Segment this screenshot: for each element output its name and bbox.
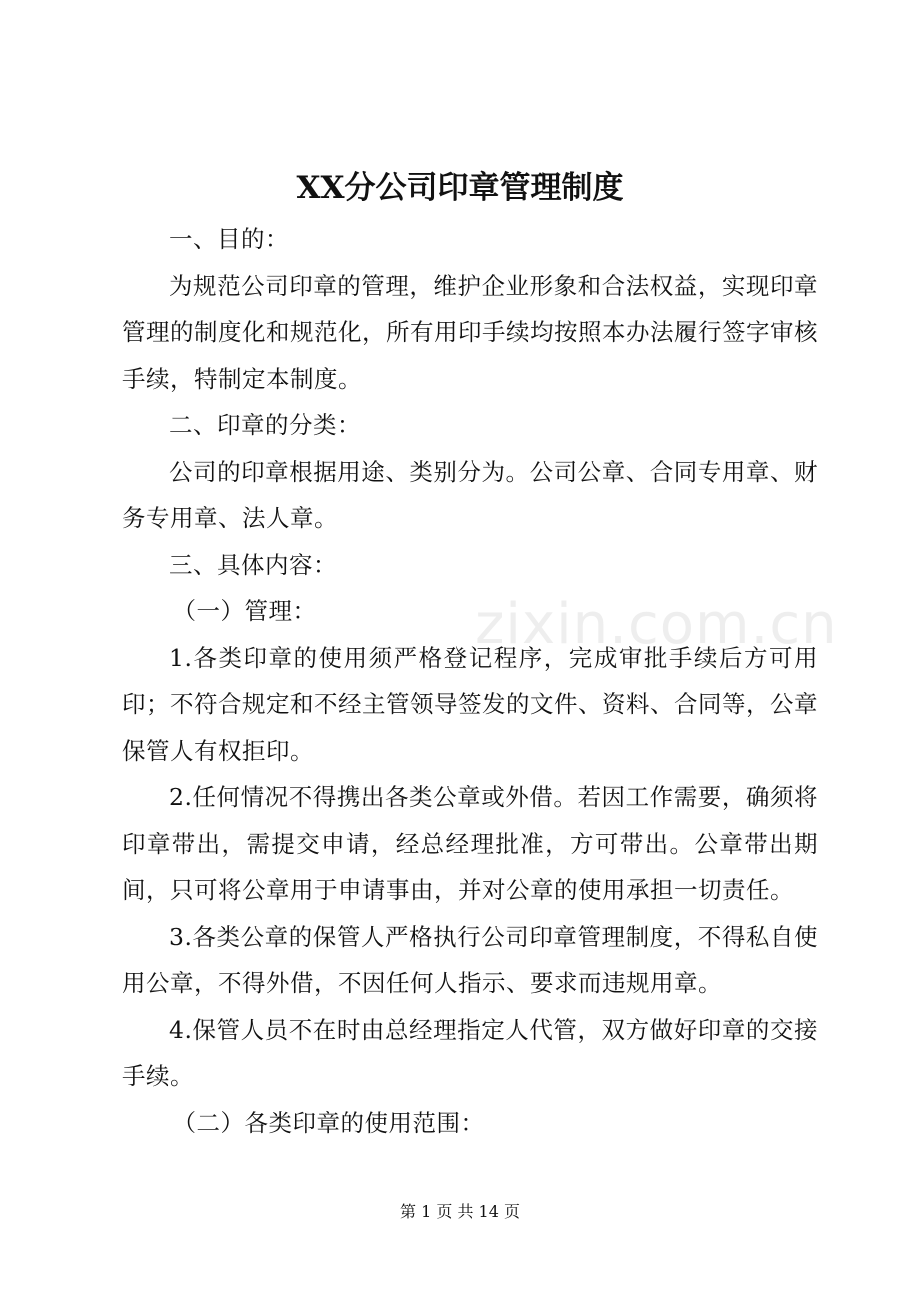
document-body bbox=[122, 216, 818, 1146]
subsection-heading-usage-scope: （二）各类印章的使用范围： bbox=[172, 1108, 485, 1137]
clause-1: 1.各类印章的使用须严格登记程序，完成审批手续后方可用印；不符合规定和不经主管领导签发的文件、资料、合同等，公章保管人有权拒印。 bbox=[122, 643, 818, 765]
clause-4: 4.保管人员不在时由总经理指定人代管，双方做好印章的交接手续。 bbox=[122, 1015, 818, 1090]
paragraph-purpose: 为规范公司印章的管理，维护企业形象和合法权益，实现印章管理的制度化和规范化，所有用印手续均按照本办法履行签字审核手续，特制定本制度。 bbox=[122, 271, 818, 393]
section-heading-purpose: 一、目的： bbox=[169, 225, 289, 253]
clause-2: 2.任何情况不得携出各类公章或外借。若因工作需要，确须将印章带出，需提交申请，经总经理批准，方可带出。公章带出期间，只可将公章用于申请事由，并对公章的使用承担一切责任。 bbox=[122, 783, 818, 904]
section-heading-details: 三、具体内容： bbox=[169, 550, 337, 579]
clause-3: 3.各类公章的保管人严格执行公司印章管理制度，不得私自使用公章，不得外借，不因任何人指示、要求而违规用章。 bbox=[122, 922, 818, 997]
page-footer: 第 1 页 共 14 页 bbox=[400, 1202, 520, 1221]
section-heading-classification: 二、印章的分类： bbox=[169, 411, 361, 439]
paragraph-classification: 公司的印章根据用途、类别分为。公司公章、合同专用章、财务专用章、法人章。 bbox=[122, 457, 818, 532]
watermark: zixin.com.cn bbox=[475, 592, 838, 657]
page-title: XX分公司印章管理制度 bbox=[296, 170, 624, 206]
subsection-heading-management: （一）管理： bbox=[172, 597, 317, 625]
